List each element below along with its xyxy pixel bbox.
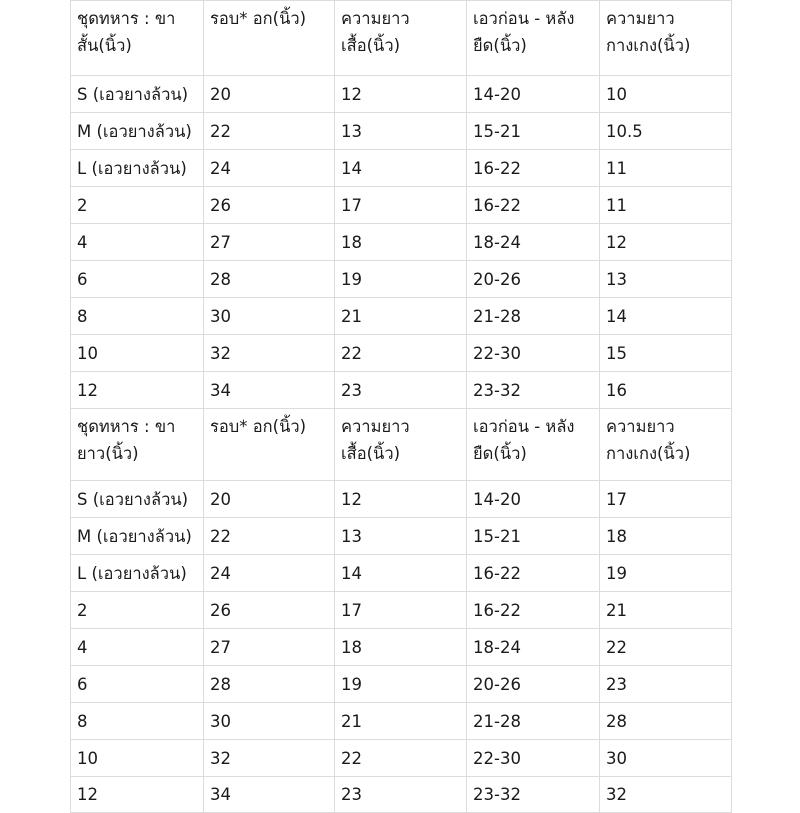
cell-chest: 20 — [204, 76, 335, 113]
table-row — [71, 629, 732, 666]
size-chart-body — [71, 1, 732, 813]
header-cell-waist: เอวก่อน - หลังยืด(นิ้ว) — [467, 1, 600, 76]
cell-chest: 20 — [204, 481, 335, 518]
cell-pants-length: 16 — [600, 372, 732, 409]
cell-waist: 20-26 — [467, 666, 600, 703]
cell-pants-length: 12 — [600, 224, 732, 261]
cell-waist: 23-32 — [467, 777, 600, 813]
cell-shirt-length: 23 — [335, 372, 467, 409]
cell-chest: 26 — [204, 187, 335, 224]
cell-pants-length: 10.5 — [600, 113, 732, 150]
cell-chest: 32 — [204, 335, 335, 372]
header-cell-size: ชุดทหาร : ขายาว(นิ้ว) — [71, 409, 204, 481]
cell-chest: 28 — [204, 261, 335, 298]
cell-pants-length: 10 — [600, 76, 732, 113]
cell-size: M (เอวยางล้วน) — [71, 113, 204, 150]
cell-waist: 21-28 — [467, 703, 600, 740]
cell-pants-length: 15 — [600, 335, 732, 372]
table-row — [71, 224, 732, 261]
cell-pants-length: 19 — [600, 555, 732, 592]
cell-waist: 16-22 — [467, 150, 600, 187]
cell-shirt-length: 23 — [335, 777, 467, 813]
cell-waist: 16-22 — [467, 592, 600, 629]
cell-waist: 14-20 — [467, 481, 600, 518]
cell-pants-length: 11 — [600, 150, 732, 187]
cell-pants-length: 17 — [600, 481, 732, 518]
cell-waist: 22-30 — [467, 335, 600, 372]
table-header-row — [71, 409, 732, 481]
cell-chest: 22 — [204, 518, 335, 555]
header-cell-shirt-length: ความยาวเสื้อ(นิ้ว) — [335, 409, 467, 481]
table-row — [71, 298, 732, 335]
cell-shirt-length: 12 — [335, 481, 467, 518]
cell-chest: 24 — [204, 150, 335, 187]
cell-chest: 34 — [204, 372, 335, 409]
cell-size: 6 — [71, 261, 204, 298]
cell-size: S (เอวยางล้วน) — [71, 481, 204, 518]
cell-pants-length: 11 — [600, 187, 732, 224]
table-row — [71, 187, 732, 224]
table-row — [71, 335, 732, 372]
cell-shirt-length: 17 — [335, 592, 467, 629]
cell-waist: 15-21 — [467, 518, 600, 555]
cell-shirt-length: 14 — [335, 555, 467, 592]
cell-pants-length: 14 — [600, 298, 732, 335]
cell-size: S (เอวยางล้วน) — [71, 76, 204, 113]
header-cell-waist: เอวก่อน - หลังยืด(นิ้ว) — [467, 409, 600, 481]
cell-chest: 24 — [204, 555, 335, 592]
table-row — [71, 261, 732, 298]
cell-shirt-length: 19 — [335, 666, 467, 703]
cell-chest: 22 — [204, 113, 335, 150]
cell-waist: 18-24 — [467, 629, 600, 666]
cell-chest: 30 — [204, 703, 335, 740]
cell-pants-length: 30 — [600, 740, 732, 777]
cell-pants-length: 23 — [600, 666, 732, 703]
cell-waist: 23-32 — [467, 372, 600, 409]
table-row — [71, 555, 732, 592]
table-row — [71, 481, 732, 518]
cell-waist: 18-24 — [467, 224, 600, 261]
cell-chest: 34 — [204, 777, 335, 813]
cell-shirt-length: 18 — [335, 629, 467, 666]
cell-size: 4 — [71, 224, 204, 261]
table-row — [71, 76, 732, 113]
cell-waist: 20-26 — [467, 261, 600, 298]
cell-size: 2 — [71, 187, 204, 224]
header-cell-pants-length: ความยาวกางเกง(นิ้ว) — [600, 409, 732, 481]
cell-size: L (เอวยางล้วน) — [71, 555, 204, 592]
cell-chest: 27 — [204, 224, 335, 261]
header-cell-shirt-length: ความยาวเสื้อ(นิ้ว) — [335, 1, 467, 76]
table-row — [71, 592, 732, 629]
cell-size: 6 — [71, 666, 204, 703]
table-row — [71, 372, 732, 409]
cell-size: 10 — [71, 335, 204, 372]
cell-chest: 27 — [204, 629, 335, 666]
cell-pants-length: 32 — [600, 777, 732, 813]
header-cell-chest: รอบ* อก(นิ้ว) — [204, 409, 335, 481]
cell-shirt-length: 17 — [335, 187, 467, 224]
cell-chest: 28 — [204, 666, 335, 703]
table-row — [71, 113, 732, 150]
cell-size: M (เอวยางล้วน) — [71, 518, 204, 555]
cell-shirt-length: 14 — [335, 150, 467, 187]
cell-size: 2 — [71, 592, 204, 629]
cell-shirt-length: 22 — [335, 740, 467, 777]
cell-pants-length: 18 — [600, 518, 732, 555]
table-row — [71, 777, 732, 813]
cell-chest: 32 — [204, 740, 335, 777]
cell-chest: 30 — [204, 298, 335, 335]
cell-shirt-length: 13 — [335, 518, 467, 555]
cell-size: 4 — [71, 629, 204, 666]
cell-chest: 26 — [204, 592, 335, 629]
cell-size: 12 — [71, 777, 204, 813]
header-cell-size: ชุดทหาร : ขาสั้น(นิ้ว) — [71, 1, 204, 76]
cell-pants-length: 21 — [600, 592, 732, 629]
cell-pants-length: 22 — [600, 629, 732, 666]
cell-shirt-length: 12 — [335, 76, 467, 113]
cell-size: L (เอวยางล้วน) — [71, 150, 204, 187]
table-row — [71, 740, 732, 777]
cell-shirt-length: 21 — [335, 703, 467, 740]
table-header-row — [71, 1, 732, 76]
cell-shirt-length: 13 — [335, 113, 467, 150]
header-cell-pants-length: ความยาวกางเกง(นิ้ว) — [600, 1, 732, 76]
cell-shirt-length: 22 — [335, 335, 467, 372]
cell-size: 8 — [71, 298, 204, 335]
header-cell-chest: รอบ* อก(นิ้ว) — [204, 1, 335, 76]
cell-waist: 14-20 — [467, 76, 600, 113]
table-row — [71, 518, 732, 555]
cell-waist: 21-28 — [467, 298, 600, 335]
table-row — [71, 150, 732, 187]
table-row — [71, 703, 732, 740]
table-row — [71, 666, 732, 703]
cell-pants-length: 13 — [600, 261, 732, 298]
cell-waist: 22-30 — [467, 740, 600, 777]
cell-size: 10 — [71, 740, 204, 777]
cell-waist: 15-21 — [467, 113, 600, 150]
cell-size: 12 — [71, 372, 204, 409]
cell-pants-length: 28 — [600, 703, 732, 740]
cell-waist: 16-22 — [467, 187, 600, 224]
cell-waist: 16-22 — [467, 555, 600, 592]
size-chart-table — [70, 0, 732, 813]
cell-shirt-length: 21 — [335, 298, 467, 335]
cell-shirt-length: 18 — [335, 224, 467, 261]
cell-shirt-length: 19 — [335, 261, 467, 298]
cell-size: 8 — [71, 703, 204, 740]
